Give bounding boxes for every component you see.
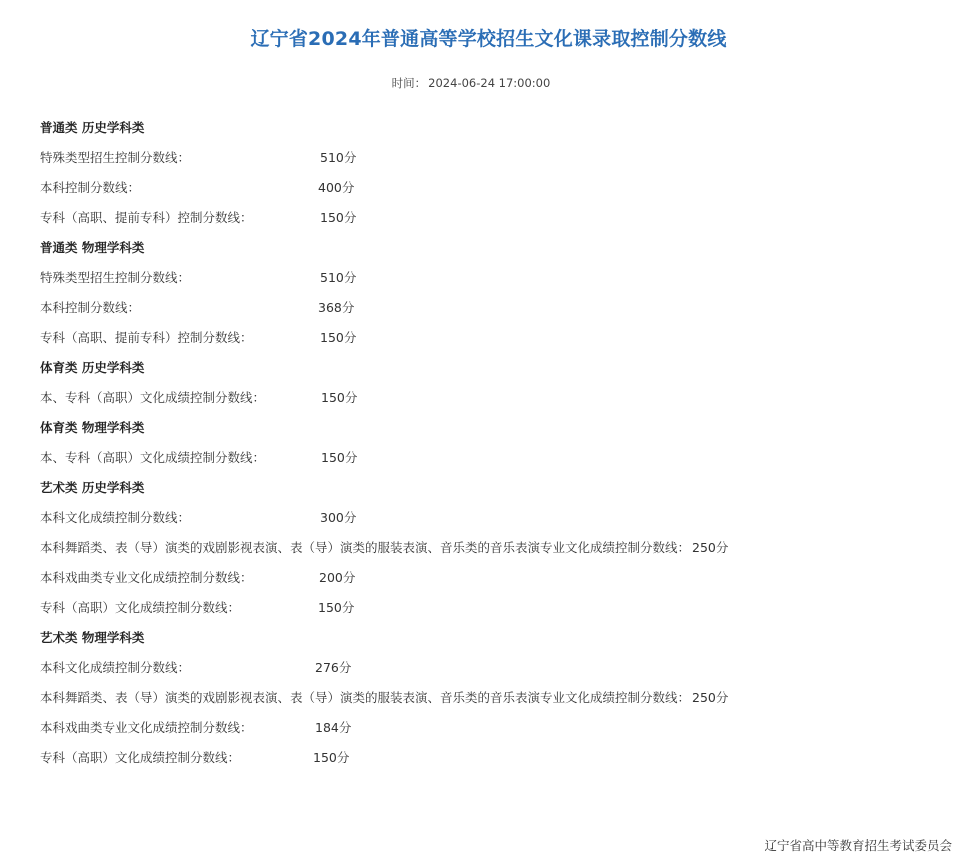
score-label: 本科舞蹈类、表（导）演类的戏剧影视表演、表（导）演类的服装表演、音乐类的音乐表演专业文化成绩控制分数线： bbox=[40, 540, 691, 555]
publish-time-value: 2024-06-24 17:00:00 bbox=[428, 76, 551, 90]
score-value: 400分 bbox=[318, 180, 355, 195]
score-value: 300分 bbox=[320, 510, 357, 525]
section-heading: 艺术类 物理学科类 bbox=[40, 630, 145, 645]
section-heading: 普通类 历史学科类 bbox=[40, 120, 145, 135]
score-value: 510分 bbox=[320, 270, 357, 285]
section-heading: 体育类 物理学科类 bbox=[40, 420, 145, 435]
publish-time-label: 时间： bbox=[391, 76, 427, 90]
score-row bbox=[40, 323, 960, 353]
section-heading: 艺术类 历史学科类 bbox=[40, 480, 145, 495]
score-row bbox=[40, 743, 960, 773]
score-value: 276分 bbox=[315, 660, 352, 675]
score-label: 专科（高职）文化成绩控制分数线： bbox=[40, 600, 241, 615]
score-row bbox=[40, 563, 960, 593]
score-value: 250分 bbox=[692, 690, 729, 705]
score-label: 本科控制分数线： bbox=[40, 300, 141, 315]
score-value: 150分 bbox=[318, 600, 355, 615]
score-row bbox=[40, 713, 960, 743]
score-value: 200分 bbox=[319, 570, 356, 585]
score-value: 150分 bbox=[320, 330, 357, 345]
publish-time bbox=[0, 74, 942, 92]
score-row bbox=[40, 503, 960, 533]
score-label: 本科文化成绩控制分数线： bbox=[40, 510, 191, 525]
score-row bbox=[40, 443, 960, 473]
score-value: 150分 bbox=[320, 210, 357, 225]
score-row bbox=[40, 203, 960, 233]
article-body bbox=[40, 113, 960, 773]
score-value: 510分 bbox=[320, 150, 357, 165]
page-title: 辽宁省2024年普通高等学校招生文化课录取控制分数线 bbox=[250, 28, 727, 50]
score-value: 368分 bbox=[318, 300, 355, 315]
score-label: 本、专科（高职）文化成绩控制分数线： bbox=[40, 390, 266, 405]
score-row bbox=[40, 653, 960, 683]
score-row bbox=[40, 683, 960, 713]
section-heading: 普通类 物理学科类 bbox=[40, 240, 145, 255]
section-heading: 体育类 历史学科类 bbox=[40, 360, 145, 375]
score-value: 150分 bbox=[321, 450, 358, 465]
score-label: 本科戏曲类专业文化成绩控制分数线： bbox=[40, 720, 253, 735]
score-value: 184分 bbox=[315, 720, 352, 735]
score-label: 本科控制分数线： bbox=[40, 180, 141, 195]
score-label: 本、专科（高职）文化成绩控制分数线： bbox=[40, 450, 266, 465]
score-row bbox=[40, 263, 960, 293]
score-row bbox=[40, 593, 960, 623]
score-row bbox=[40, 173, 960, 203]
issuing-organization: 辽宁省高中等教育招生考试委员会 bbox=[764, 838, 952, 853]
score-row bbox=[40, 383, 960, 413]
score-value: 150分 bbox=[313, 750, 350, 765]
score-label: 本科戏曲类专业文化成绩控制分数线： bbox=[40, 570, 253, 585]
score-label: 专科（高职、提前专科）控制分数线： bbox=[40, 330, 253, 345]
score-label: 本科文化成绩控制分数线： bbox=[40, 660, 191, 675]
score-label: 本科舞蹈类、表（导）演类的戏剧影视表演、表（导）演类的服装表演、音乐类的音乐表演专业文化成绩控制分数线： bbox=[40, 690, 691, 705]
score-label: 专科（高职）文化成绩控制分数线： bbox=[40, 750, 241, 765]
score-label: 特殊类型招生控制分数线： bbox=[40, 150, 191, 165]
score-row bbox=[40, 293, 960, 323]
score-row bbox=[40, 143, 960, 173]
score-value: 250分 bbox=[692, 540, 729, 555]
score-value: 150分 bbox=[321, 390, 358, 405]
score-row bbox=[40, 533, 960, 563]
score-label: 特殊类型招生控制分数线： bbox=[40, 270, 191, 285]
score-label: 专科（高职、提前专科）控制分数线： bbox=[40, 210, 253, 225]
